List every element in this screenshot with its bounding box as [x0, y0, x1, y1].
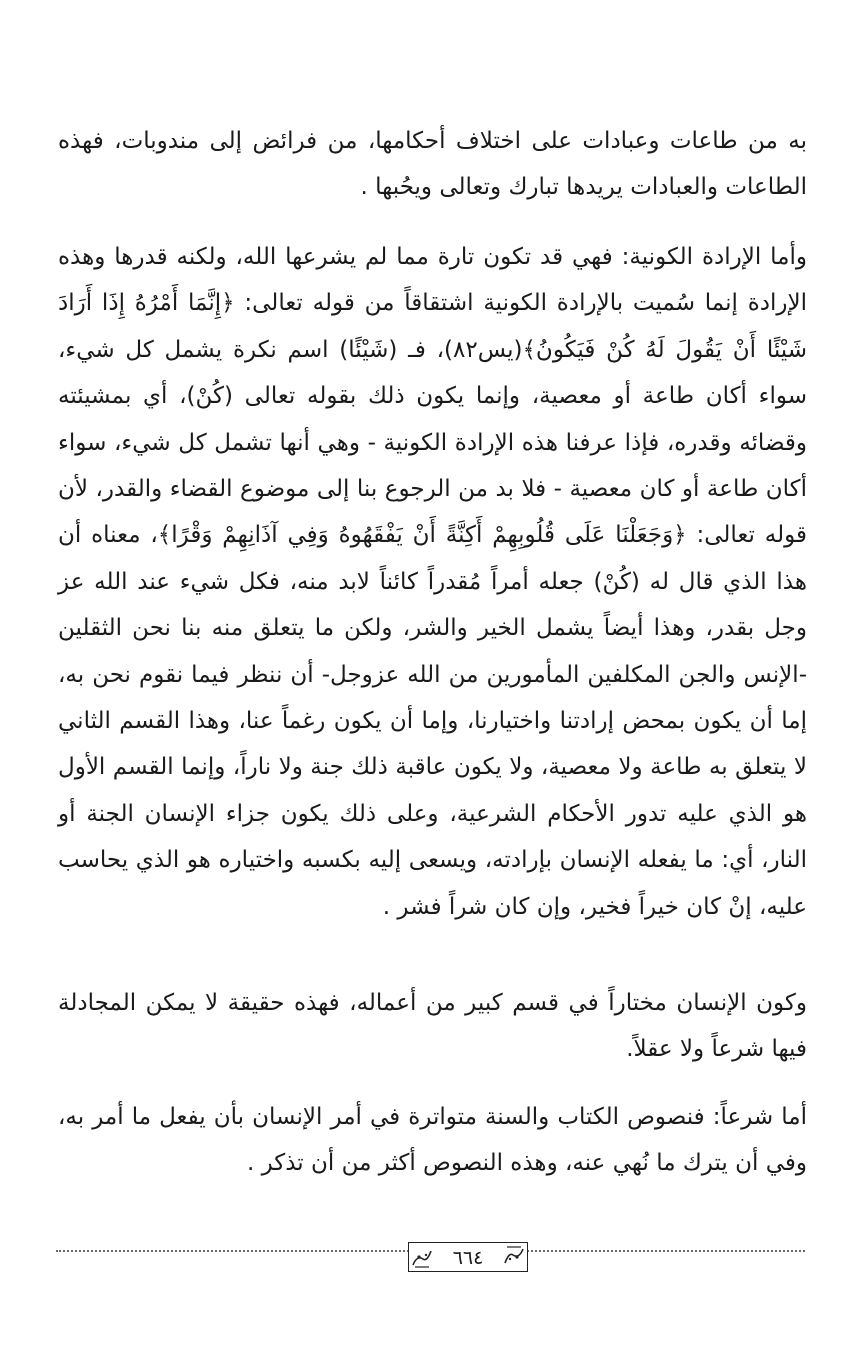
paragraph-1: [58, 118, 807, 211]
paragraph-2: [58, 234, 807, 930]
paragraph-4-text: أما شرعاً: فنصوص الكتاب والسنة متواترة في أمر الإنسان بأن يفعل ما أمر به، وفي أن يترك ما نُهي عنه، وهذه النصوص أكثر من أن تذكر .: [58, 1104, 807, 1177]
page-number: ٦٦٤: [452, 1247, 484, 1269]
ornament-right-icon: [503, 1245, 525, 1269]
page-footer: [56, 1242, 805, 1276]
paragraph-4: [58, 1094, 807, 1187]
page-number-frame: [408, 1242, 528, 1272]
paragraph-3: [58, 980, 807, 1073]
paragraph-1-text: به من طاعات وعبادات على اختلاف أحكامها، من فرائض إلى مندوبات، فهذه الطاعات والعبادات يريدها تبارك وتعالى ويحُبها .: [58, 128, 807, 201]
paragraph-2-text: وأما الإرادة الكونية: فهي قد تكون تارة مما لم يشرعها الله، ولكنه قدرها وهذه الإرادة إنما سُميت بالإرادة الكونية اشتقاقاً من قوله تعالى: ﴿إِنَّمَا أَمْرُهُ إِذَا أَرَادَ شَيْئًا أَنْ يَقُولَ لَهُ كُنْ فَيَكُونُ﴾(يس٨٢)، فـ (شَيْئًا) اسم نكرة يشمل كل شيء، سواء أكان طاعة أو معصية، وإنما يكون ذلك بقوله تعالى (كُنْ)، أي بمشيئته وقضائه وقدره، فإذا عرفنا هذه الإرادة الكونية - وهي أنها تشمل كل شيء، سواء أكان طاعة أو كان معصية - فلا بد من الرجوع بنا إلى موضوع القضاء والقدر، لأن قوله تعالى: ﴿وَجَعَلْنَا عَلَى قُلُوبِهِمْ أَكِنَّةً أَنْ يَفْقَهُوهُ وَفِي آذَانِهِمْ وَقْرًا﴾، معناه أن هذا الذي قال له (كُنْ) جعله أمراً مُقدراً كائناً لابد منه، فكل شيء عند الله عز وجل بقدر، وهذا أيضاً يشمل الخير والشر، ولكن ما يتعلق منه بنا نحن الثقلين -الإنس والجن المكلفين المأمورين من الله عزوجل- أن ننظر فيما نقوم نحن به، إما أن يكون بمحض إرادتنا واختيارنا، وإما أن يكون رغماً عنا، وهذا القسم الثاني لا يتعلق به طاعة ولا معصية، ولا يكون عاقبة ذلك جنة ولا ناراً، وإنما القسم الأول هو الذي عليه تدور الأحكام الشرعية، وعلى ذلك يكون جزاء الإنسان الجنة أو النار، أي: ما يفعله الإنسان بإرادته، ويسعى إليه بكسبه واختياره هو الذي يحاسب عليه، إنْ كان خيراً فخير، وإن كان شراً فشر .: [58, 244, 807, 920]
paragraph-3-text: وكون الإنسان مختاراً في قسم كبير من أعماله، فهذه حقيقة لا يمكن المجادلة فيها شرعاً ولا عقلاً.: [58, 990, 807, 1063]
